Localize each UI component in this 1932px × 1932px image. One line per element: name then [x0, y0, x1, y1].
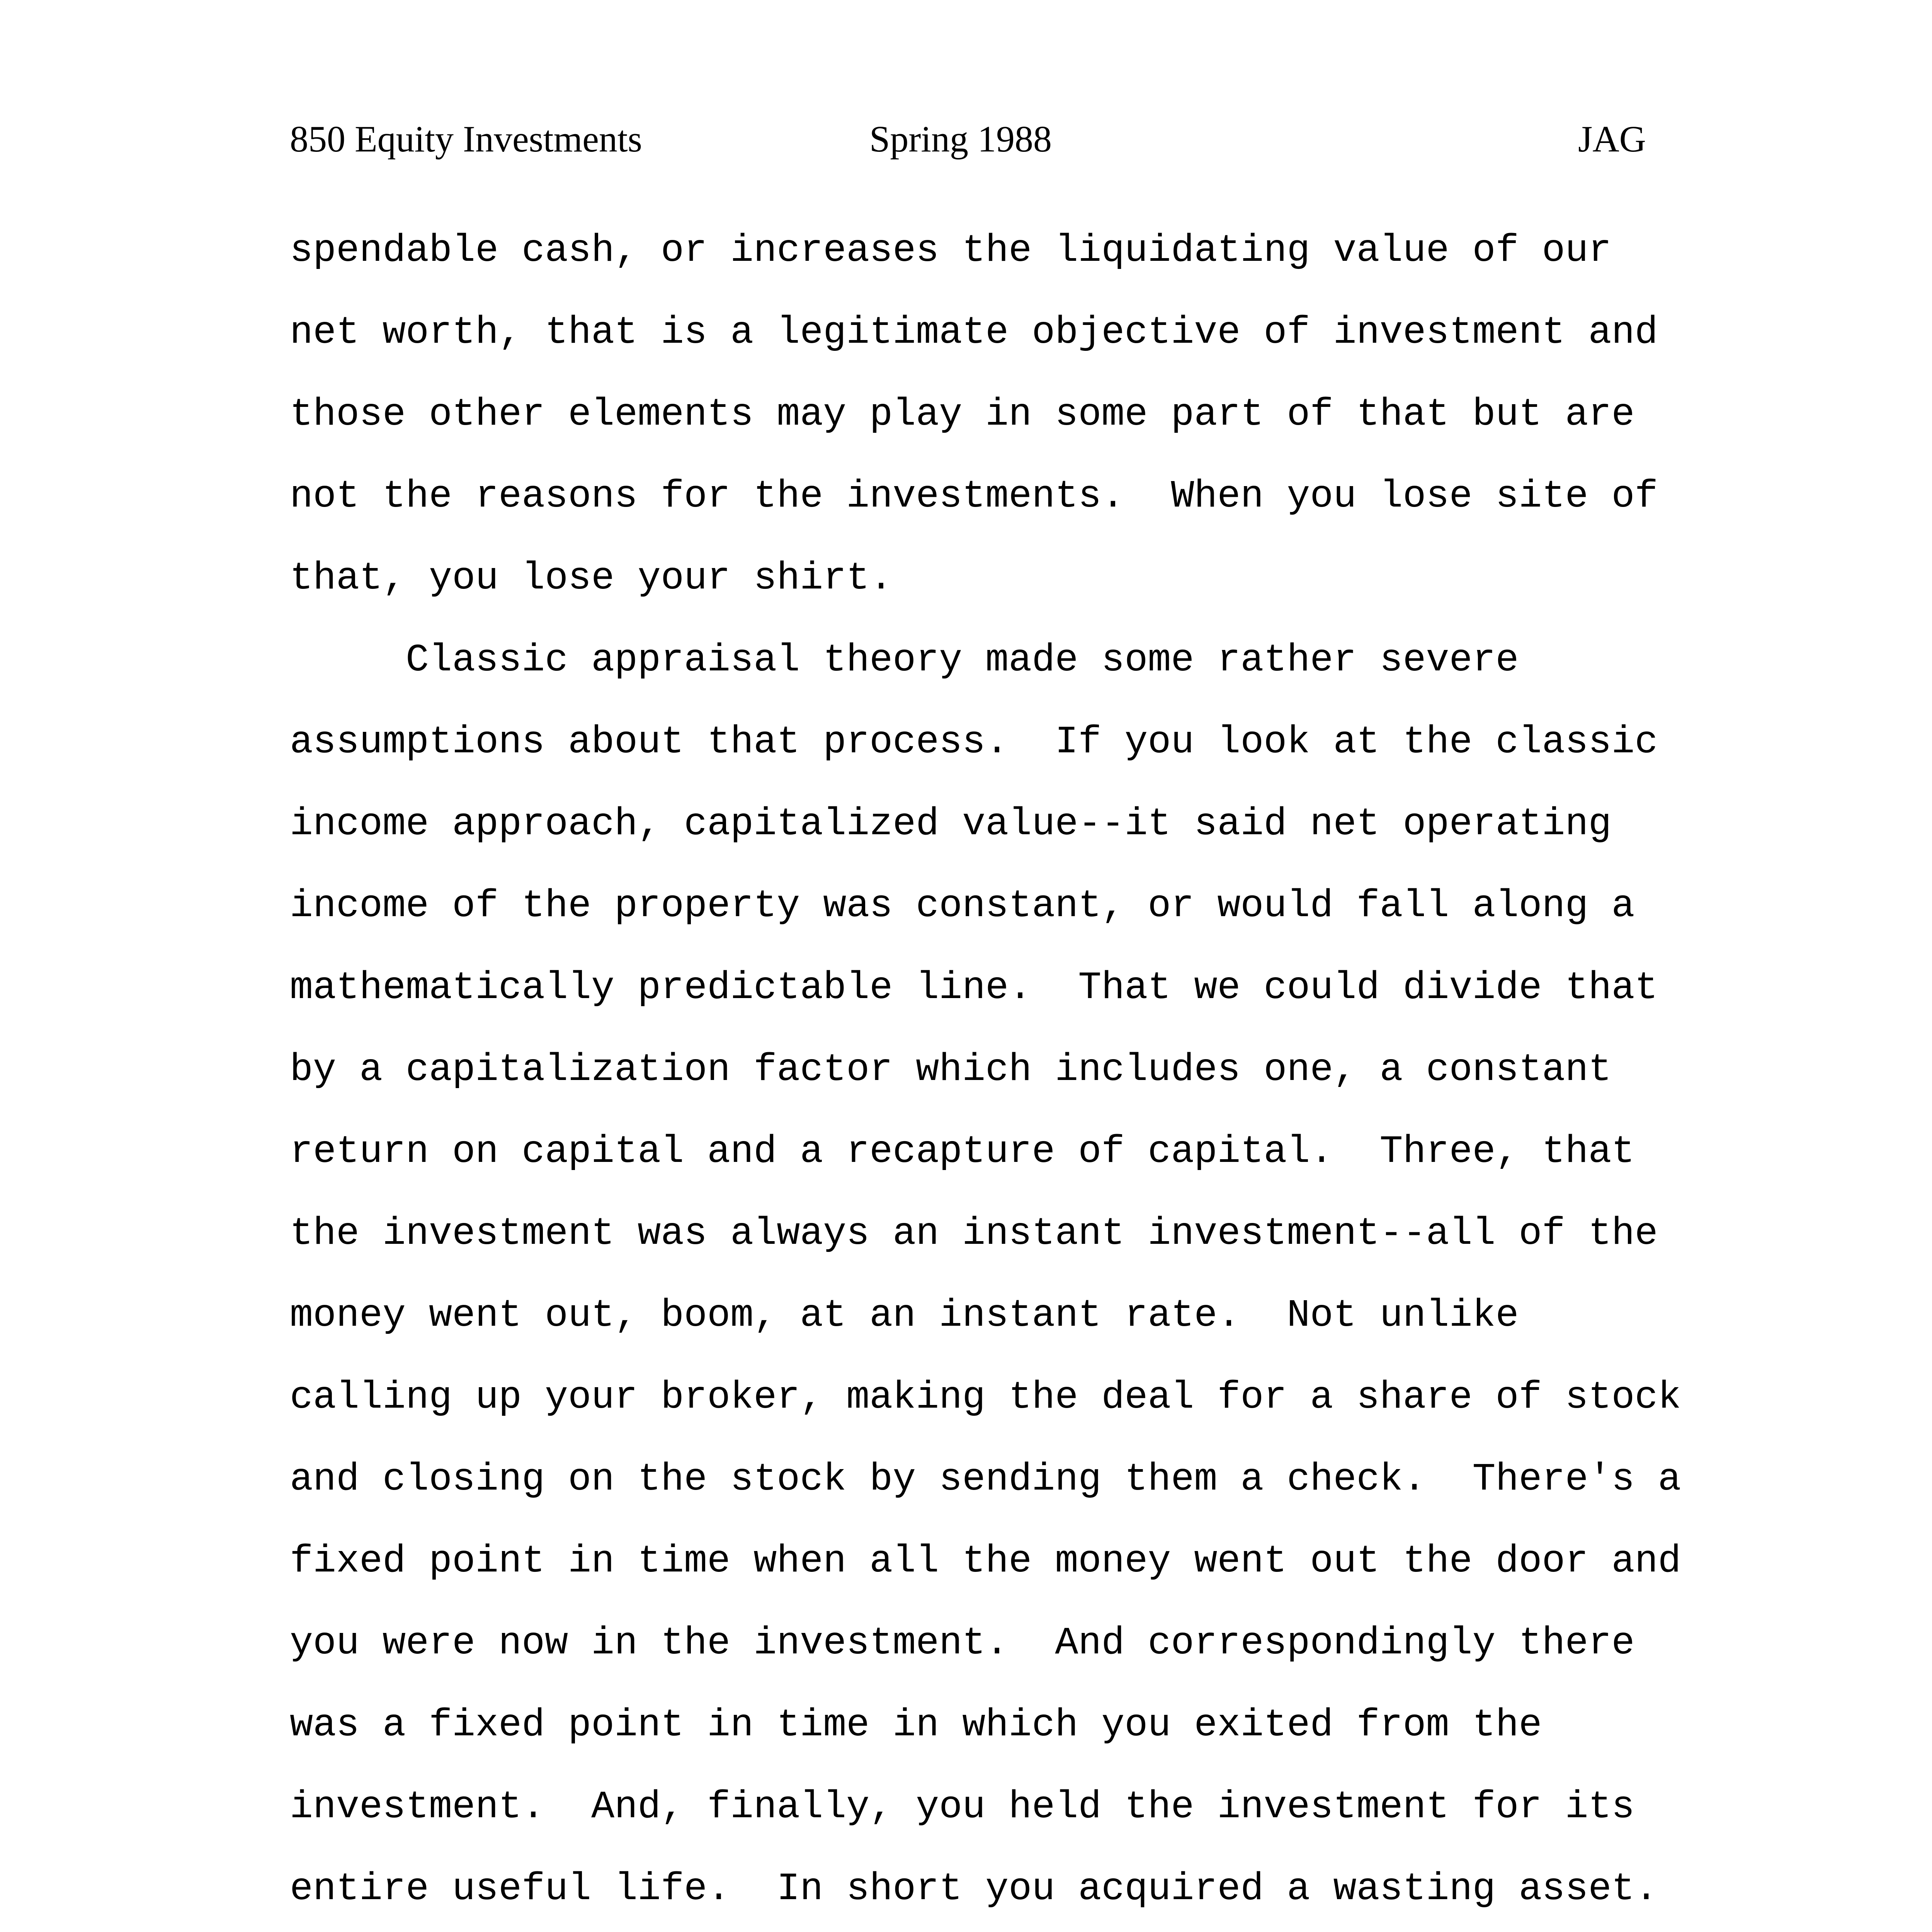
header-course-title: 850 Equity Investments — [290, 118, 642, 160]
text-line: that, you lose your shirt. — [290, 557, 893, 600]
text-line: entire useful life. In short you acquired a wasting asset. — [290, 1867, 1658, 1911]
header-author-initials: JAG — [1578, 118, 1646, 160]
text-line: mathematically predictable line. That we could divide that — [290, 966, 1658, 1010]
header-term: Spring 1988 — [869, 118, 1052, 160]
text-line: calling up your broker, making the deal for a share of stock — [290, 1376, 1681, 1420]
text-line: return on capital and a recapture of capital. Three, that — [290, 1130, 1635, 1174]
text-line: income of the property was constant, or would fall along a — [290, 884, 1635, 928]
text-line: was a fixed point in time in which you exited from the — [290, 1704, 1542, 1747]
text-line: assumptions about that process. If you look at the classic — [290, 721, 1658, 764]
text-line: the investment was always an instant investment--all of the — [290, 1212, 1658, 1256]
text-line: income approach, capitalized value--it said net operating — [290, 803, 1612, 846]
text-line: fixed point in time when all the money went out the door and — [290, 1540, 1681, 1583]
text-line: spendable cash, or increases the liquidating value of our — [290, 229, 1612, 273]
text-line: investment. And, finally, you held the investment for its — [290, 1786, 1635, 1829]
text-line: and closing on the stock by sending them a check. There's a — [290, 1458, 1681, 1502]
text-line: by a capitalization factor which includes one, a constant — [290, 1048, 1612, 1092]
text-line: not the reasons for the investments. When you lose site of — [290, 475, 1658, 519]
text-line: net worth, that is a legitimate objective of investment and — [290, 311, 1658, 355]
text-line: you were now in the investment. And correspondingly there — [290, 1622, 1635, 1665]
text-line: those other elements may play in some part of that but are — [290, 393, 1635, 437]
transcript-body — [290, 224, 1700, 1932]
text-line: money went out, boom, at an instant rate. Not unlike — [290, 1294, 1519, 1338]
paragraph-start-line: Classic appraisal theory made some rather severe — [290, 639, 1519, 682]
page-header — [290, 112, 1646, 166]
